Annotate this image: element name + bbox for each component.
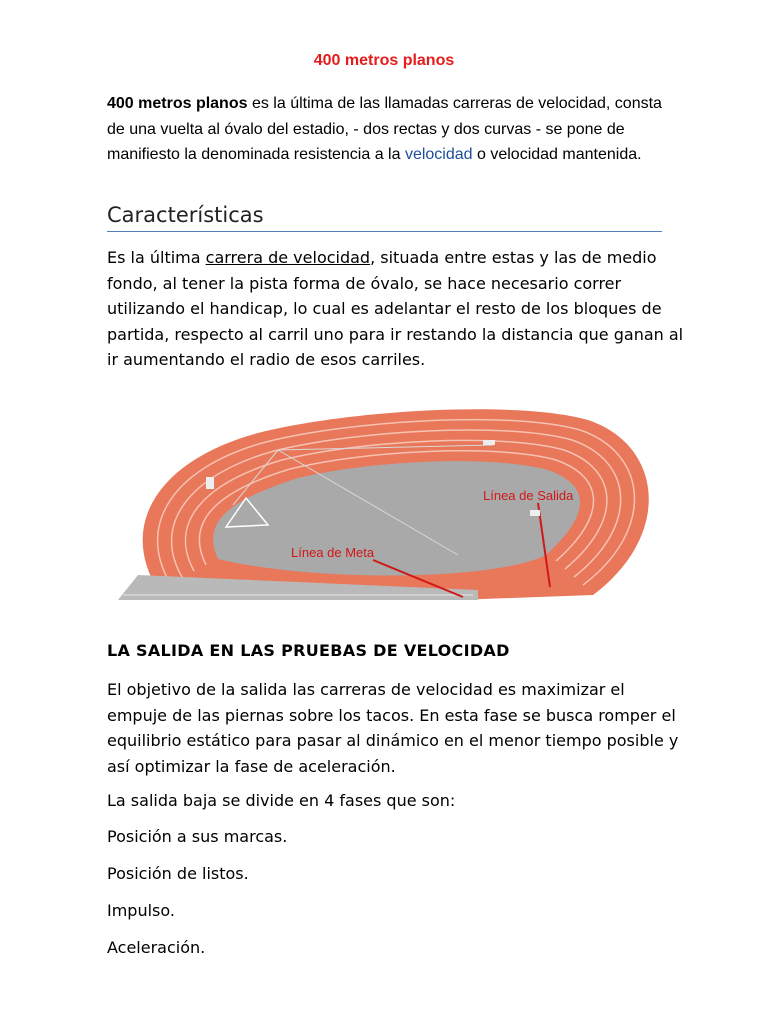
caracteristicas-paragraph [107,245,687,373]
velocidad-link[interactable]: velocidad [404,146,473,163]
intro-paragraph [107,91,667,168]
para1-text-2: , situada entre estas y las de medio fondo, al tener la pista forma de óvalo, se hace necesario correr utilizando el handicap, lo cual es adelantar el resto de los bloques de partida, respecto al carril uno para ir restando la distancia que ganan al ir aumentando el radio de esos carriles. [107,248,684,369]
para1-text-1: Es la última [107,248,206,267]
label-linea-salida: Línea de Salida [483,488,574,503]
track-figure [118,405,658,600]
section-heading-caracteristicas: Características [107,203,662,232]
intro-bold-term: 400 metros planos [107,95,248,112]
phase-item-3: Impulso. [107,901,175,920]
phase-item-1: Posición a sus marcas. [107,827,288,846]
section-heading-salida: LA SALIDA EN LAS PRUEBAS DE VELOCIDAD [107,641,510,660]
salida-paragraph: El objetivo de la salida las carreras de velocidad es maximizar el empuje de las piernas sobre los tacos. En esta fase se busca romper el equilibrio estático para pasar al dinámico en el menor tiempo posible y así optimizar la fase de aceleración. [107,680,679,776]
carrera-velocidad-link[interactable]: carrera de velocidad [205,248,371,267]
phase-item-4: Aceleración. [107,938,206,957]
intro-text-1: es la última de las llamadas carreras de velocidad, consta de una vuelta al óvalo del estadio, - dos rectas y dos curvas - se pone de manifiesto la denominada resistencia a la [107,95,662,163]
fases-intro: La salida baja se divide en 4 fases que son: [107,791,456,810]
label-linea-meta: Línea de Meta [291,545,375,560]
intro-text-2: o velocidad mantenida. [472,146,642,163]
document-title: 400 metros planos [313,52,455,69]
phase-item-2: Posición de listos. [107,864,249,883]
